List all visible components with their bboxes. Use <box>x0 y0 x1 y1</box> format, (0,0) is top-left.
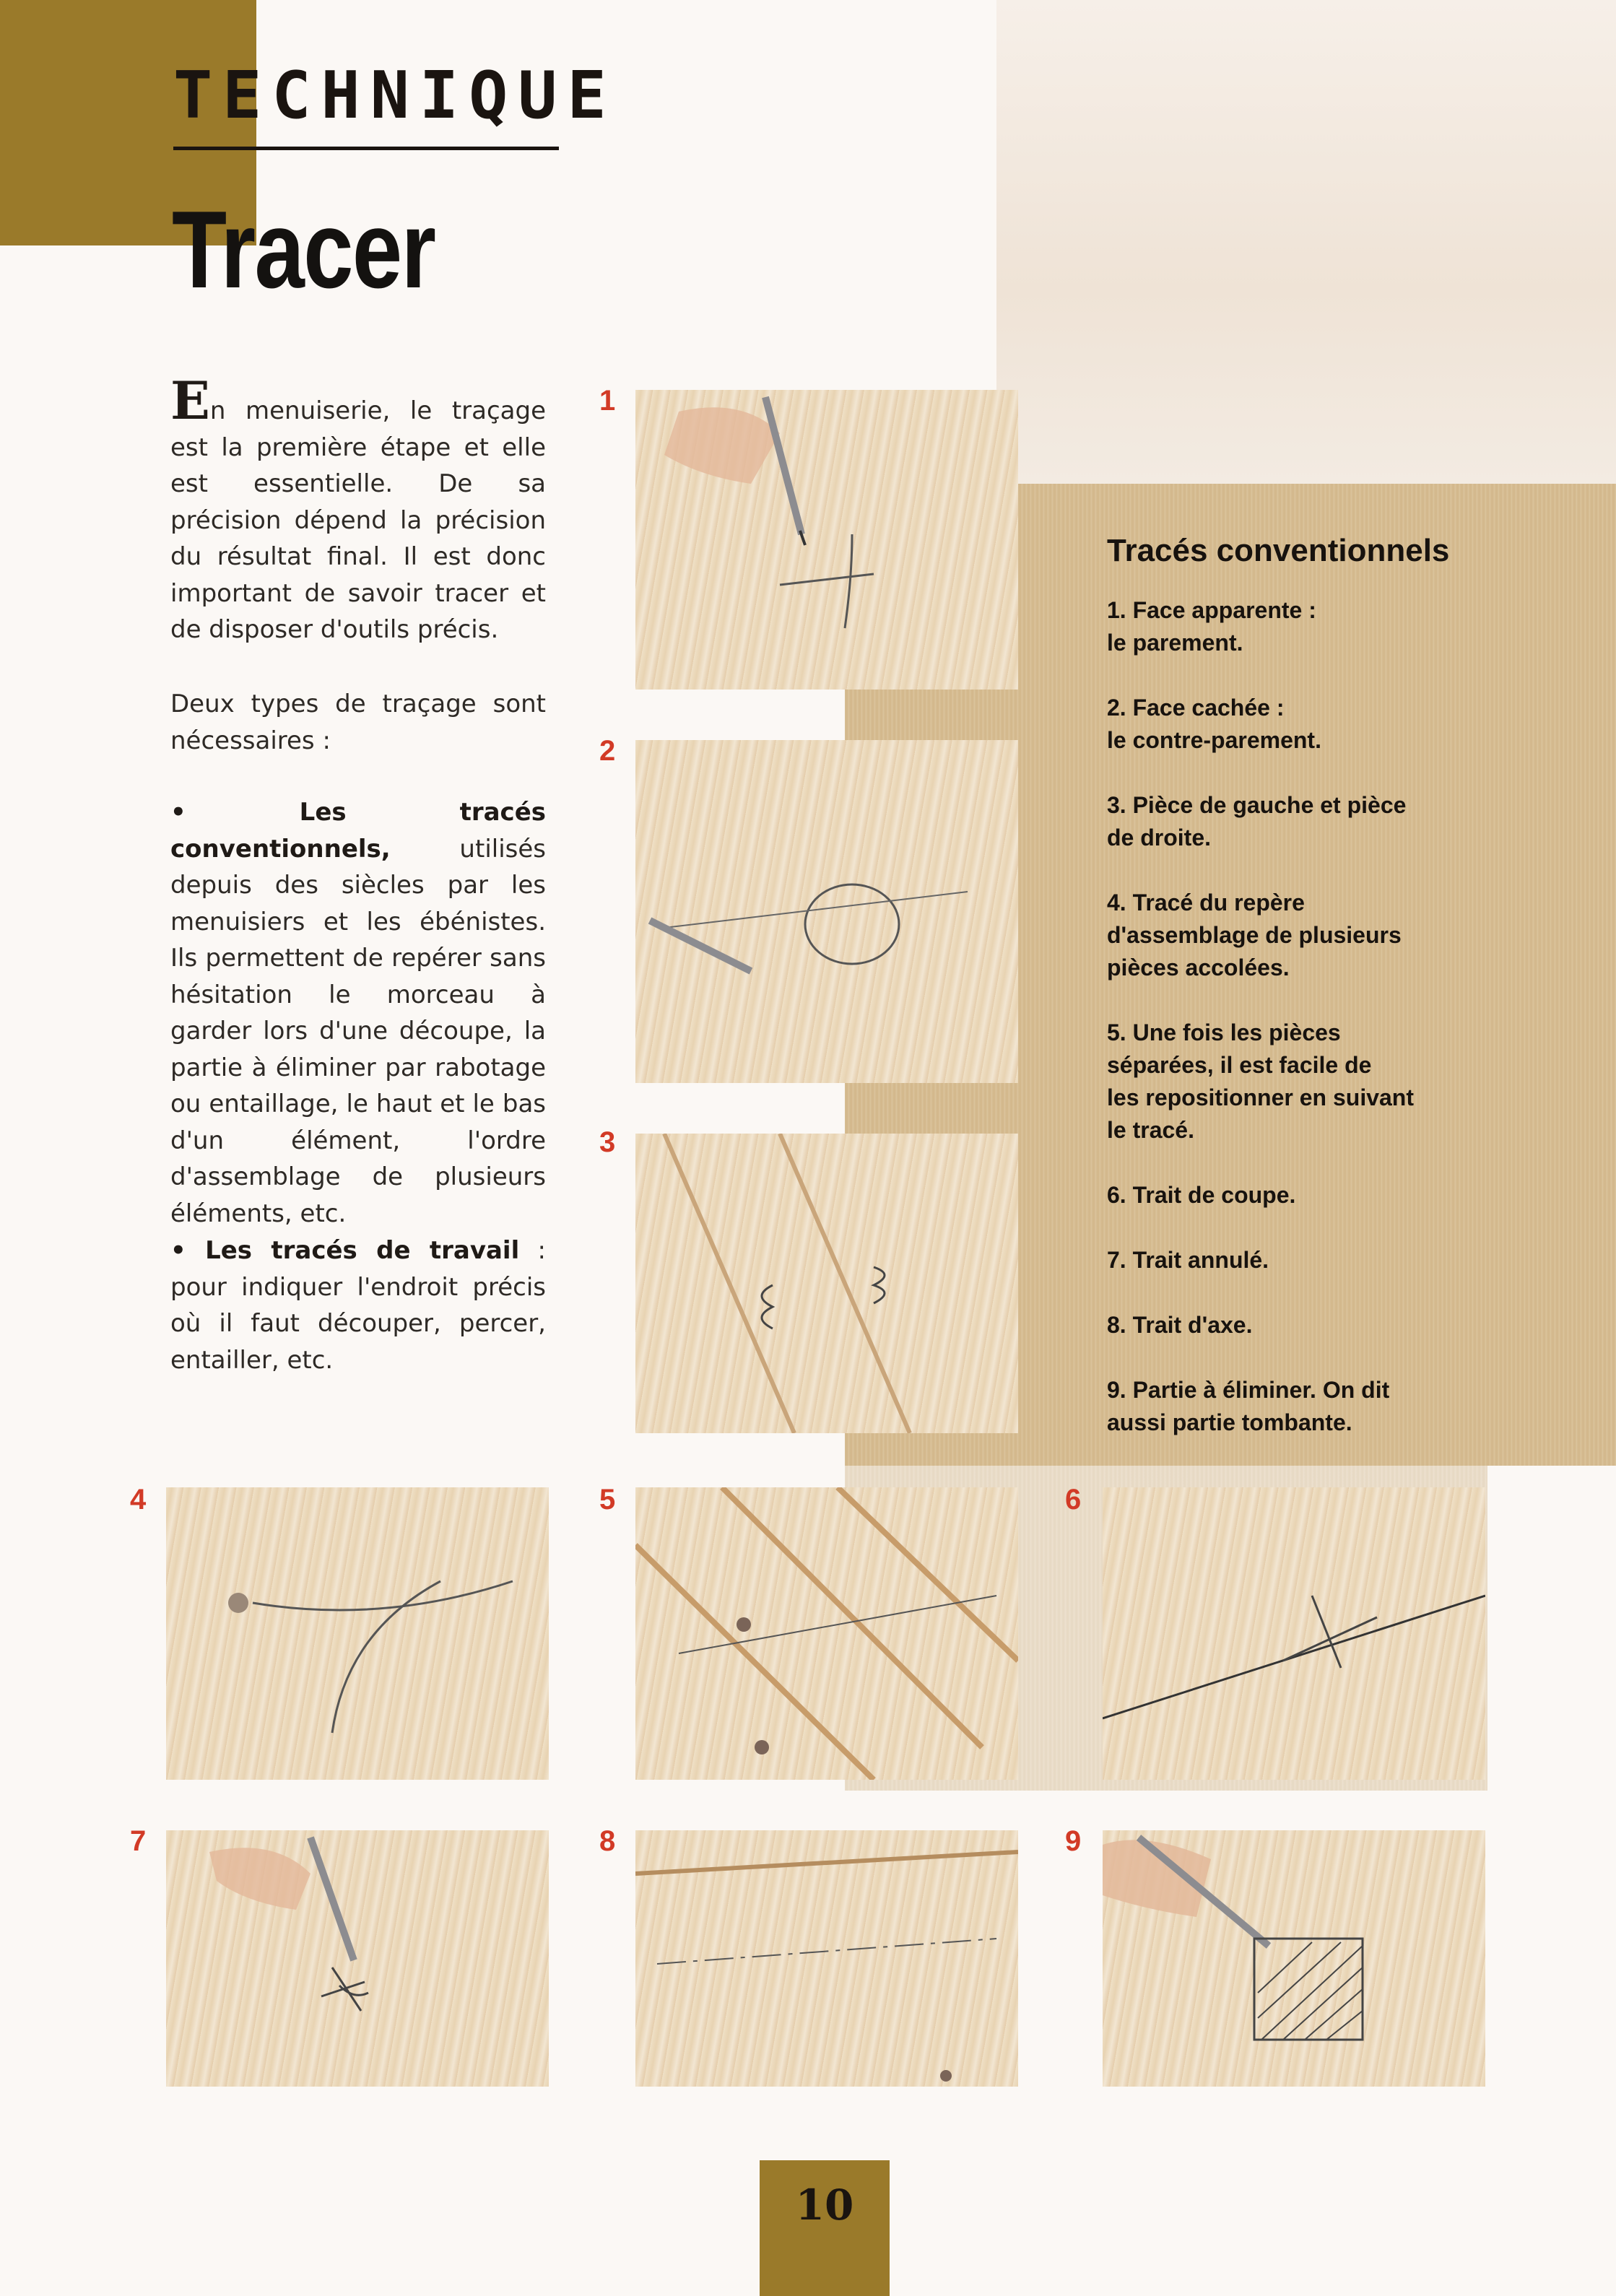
legend-item-line: pièces accolées. <box>1107 955 1290 980</box>
legend-item-line: 4. Tracé du repère <box>1107 890 1305 916</box>
legend-item-line: 6. Trait de coupe. <box>1107 1182 1296 1208</box>
bullet-work-body: : pour indiquer l'endroit précis où il faut découper, percer, entailler, etc. <box>170 1236 546 1375</box>
legend-item-line: le tracé. <box>1107 1117 1194 1143</box>
legend-title: Tracés conventionnels <box>1107 533 1450 568</box>
legend-item <box>1107 887 1511 984</box>
legend-item <box>1107 1309 1511 1341</box>
photo-1-face-apparente <box>635 390 1018 690</box>
photo-number-6: 6 <box>1065 1484 1082 1516</box>
photo-7-trait-annule <box>166 1830 549 2087</box>
bullet-work-head: • Les tracés de travail <box>170 1236 520 1265</box>
dropcap: E <box>170 370 210 431</box>
bullet-work <box>170 1232 546 1378</box>
photo-9-partie-tombante <box>1103 1830 1485 2087</box>
legend-item-line: d'assemblage de plusieurs <box>1107 922 1402 948</box>
bullet-conventional <box>170 794 546 1232</box>
photo-number-7: 7 <box>130 1825 147 1857</box>
photo-number-4: 4 <box>130 1484 147 1516</box>
photo-3-gauche-droite <box>635 1134 1018 1433</box>
photo-number-2: 2 <box>599 735 616 767</box>
bullet-conventional-body: utilisés depuis des siècles par les menuisiers et les ébénistes. Ils permettent de repérer sans hésitation le morceau à garder lors d'une découpe, la partie à éliminer par rabotage ou entaillage, le haut et le bas d'un élément, l'ordre d'assemblage de plusieurs éléments, etc. <box>170 834 546 1228</box>
page-title: Tracer <box>172 188 435 311</box>
legend-item-line: aussi partie tombante. <box>1107 1409 1352 1435</box>
legend-item <box>1107 1017 1511 1147</box>
legend-item-line: 8. Trait d'axe. <box>1107 1312 1253 1338</box>
photo-number-8: 8 <box>599 1825 616 1857</box>
legend-list <box>1107 594 1511 1439</box>
legend-item <box>1107 1179 1511 1212</box>
section-kicker: TECHNIQUE <box>173 58 617 134</box>
legend-item-line: 1. Face apparente : <box>1107 597 1316 623</box>
types-paragraph: Deux types de traçage sont nécessaires : <box>170 690 546 755</box>
background-fade <box>996 0 1616 484</box>
legend-item <box>1107 1374 1511 1439</box>
kicker-rule <box>173 147 559 150</box>
legend-item <box>1107 789 1511 854</box>
legend-item-line: de droite. <box>1107 825 1212 851</box>
photo-2-face-cachee <box>635 740 1018 1083</box>
legend-item-line: le parement. <box>1107 630 1243 656</box>
photo-4-repere-assemblage <box>166 1487 549 1780</box>
legend-item-line: 7. Trait annulé. <box>1107 1247 1269 1273</box>
photo-5-pieces-separees <box>635 1487 1018 1780</box>
bullet-conventional-head: • Les tracés conventionnels, <box>170 798 546 864</box>
legend-item-line: 2. Face cachée : <box>1107 695 1285 721</box>
photo-number-1: 1 <box>599 385 616 417</box>
legend-item-line: 5. Une fois les pièces <box>1107 1019 1341 1045</box>
photo-6-trait-de-coupe <box>1103 1487 1485 1780</box>
photo-number-5: 5 <box>599 1484 616 1516</box>
legend-item <box>1107 594 1511 659</box>
legend-item-line: 9. Partie à éliminer. On dit <box>1107 1377 1390 1403</box>
intro-paragraph <box>170 370 546 648</box>
legend-item-line: 3. Pièce de gauche et pièce <box>1107 792 1407 818</box>
legend-item <box>1107 1244 1511 1277</box>
legend-item-line: le contre-parement. <box>1107 727 1321 753</box>
page-number: 10 <box>795 2180 854 2230</box>
legend-item-line: séparées, il est facile de <box>1107 1052 1372 1078</box>
photo-number-3: 3 <box>599 1126 616 1158</box>
intro-text: n menuiserie, le traçage est la première étape et elle est essentielle. De sa précision dépend la précision du résultat final. Il est donc important de savoir tracer et de disposer d'outils précis. <box>170 396 546 644</box>
photo-number-9: 9 <box>1065 1825 1082 1857</box>
legend-item <box>1107 692 1511 757</box>
legend-item-line: les repositionner en suivant <box>1107 1084 1414 1110</box>
photo-8-trait-d-axe <box>635 1830 1018 2087</box>
